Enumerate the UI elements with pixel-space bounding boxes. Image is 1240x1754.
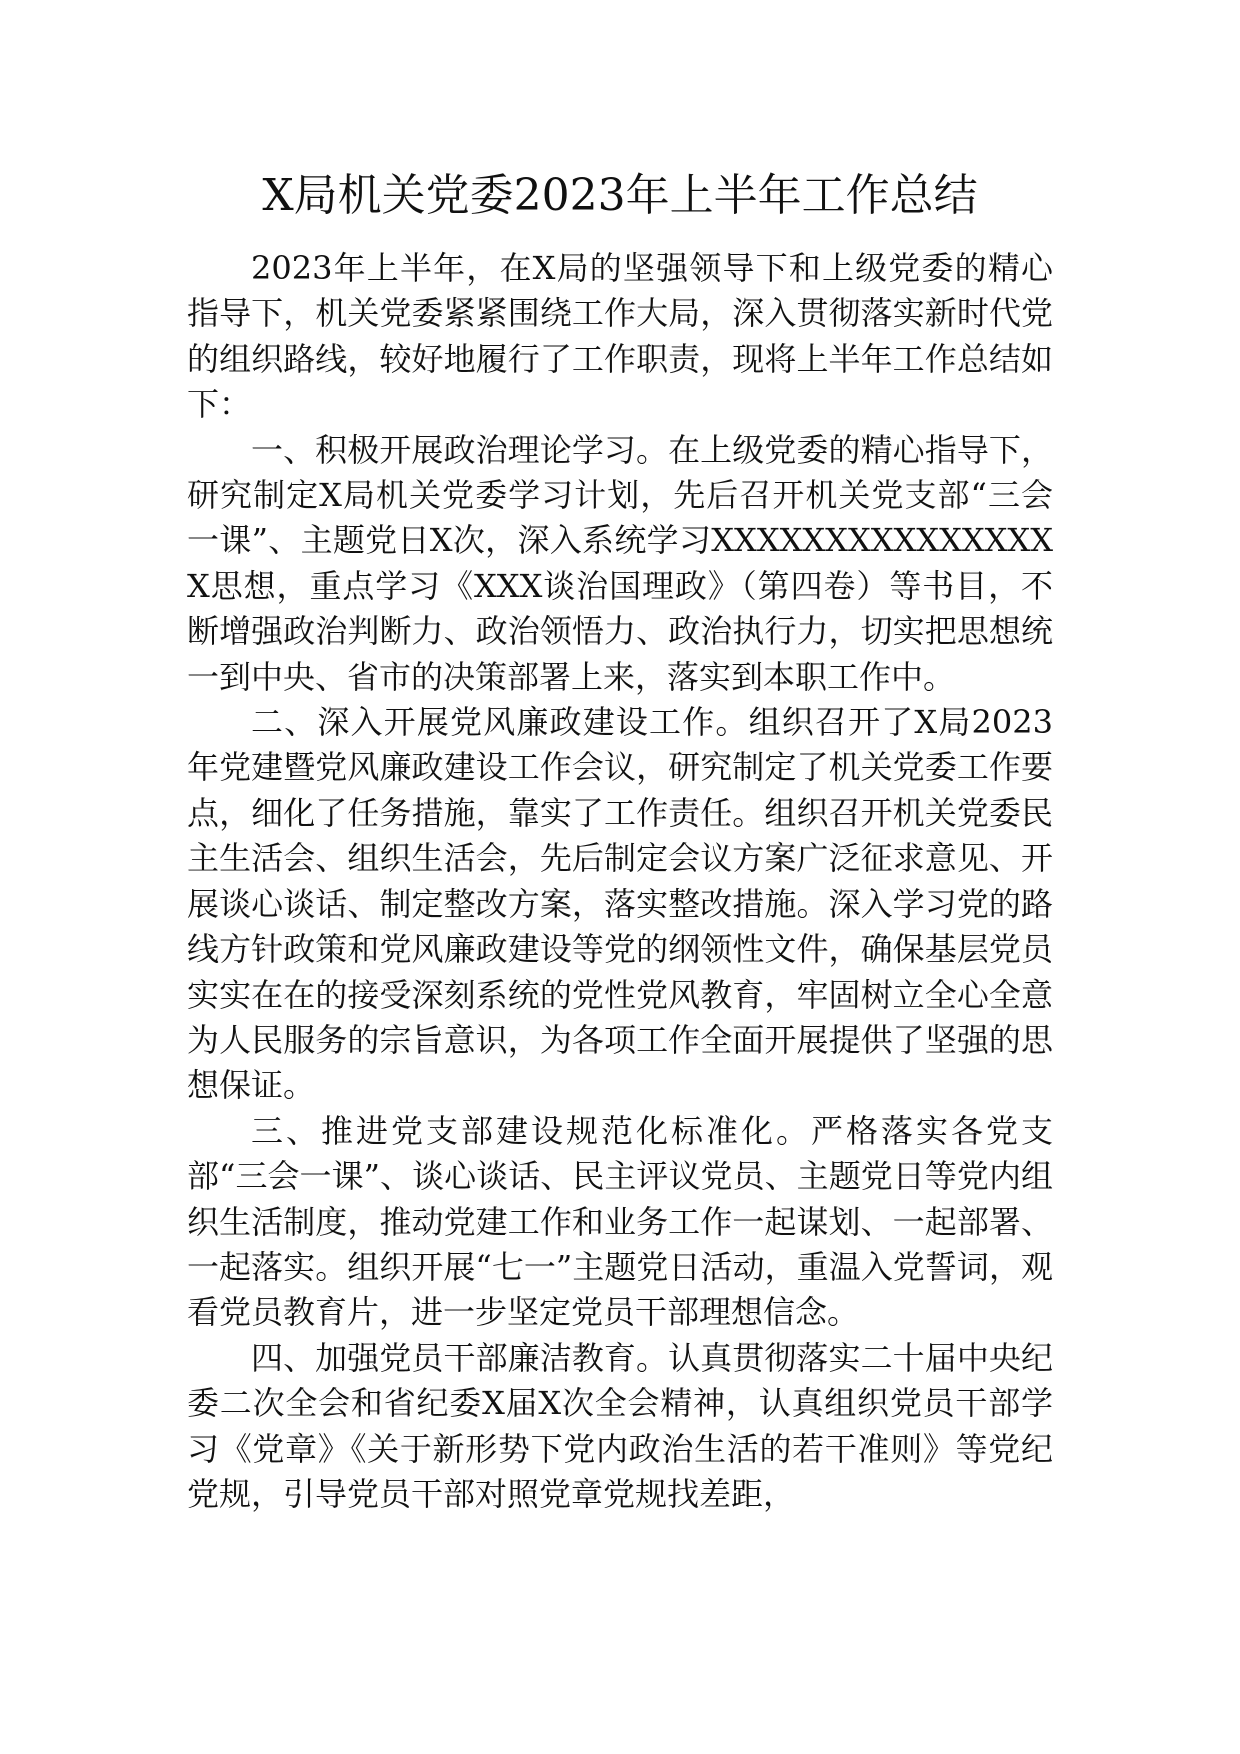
document-body (187, 246, 1053, 1517)
section-heading: 三、推进党支部建设规范化标准化。 (251, 1111, 811, 1150)
section-heading: 一、积极开展政治理论学习。 (251, 430, 669, 469)
paragraph-text: 严格落实各党支部“三会一课”、谈心谈话、民主评议党员、主题党日等党内组织生活制度，推动党建工作和业务工作一起谋划、一起部署、一起落实。组织开展“七一”主题党日活动，重温入党誓词，观看党员教育片，进一步坚定党员干部理想信念。 (187, 1111, 1053, 1332)
section-paragraph-2 (187, 700, 1053, 1109)
paragraph-text: 2023年上半年，在X局的坚强领导下和上级党委的精心指导下，机关党委紧紧围绕工作大局，深入贯彻落实新时代党的组织路线，较好地履行了工作职责，现将上半年工作总结如下： (187, 249, 1053, 424)
section-paragraph-4 (187, 1336, 1053, 1518)
paragraph-text: 认真贯彻落实二十届中央纪委二次全会和省纪委X届X次全会精神，认真组织党员干部学习《党章》《关于新形势下党内政治生活的若干准则》等党纪党规，引导党员干部对照党章党规找差距， (187, 1338, 1053, 1513)
section-heading: 四、加强党员干部廉洁教育。 (251, 1338, 669, 1377)
document-title: X局机关党委2023年上半年工作总结 (262, 170, 978, 221)
paragraph-text: 在上级党委的精心指导下，研究制定X局机关党委学习计划，先后召开机关党支部“三会一课”、主题党日X次，深入系统学习XXXXXXXXXXXXXXXX思想，重点学习《XXX谈治国理政》（第四卷）等书目，不断增强政治判断力、政治领悟力、政治执行力，切实把思想统一到中央、省市的决策部署上来，落实到本职工作中。 (187, 430, 1053, 696)
paragraph-text: 组织召开了X局2023年党建暨党风廉政建设工作会议，研究制定了机关党委工作要点，细化了任务措施，靠实了工作责任。组织召开机关党委民主生活会、组织生活会，先后制定会议方案广泛征求意见、开展谈心谈话、制定整改方案，落实整改措施。深入学习党的路线方针政策和党风廉政建设等党的纲领性文件，确保基层党员实实在在的接受深刻系统的党性党风教育，牢固树立全心全意为人民服务的宗旨意识，为各项工作全面开展提供了坚强的思想保证。 (187, 703, 1053, 1105)
section-paragraph-1 (187, 428, 1053, 700)
intro-paragraph (187, 246, 1053, 428)
section-paragraph-3 (187, 1109, 1053, 1336)
section-heading: 二、深入开展党风廉政建设工作。 (251, 703, 749, 742)
